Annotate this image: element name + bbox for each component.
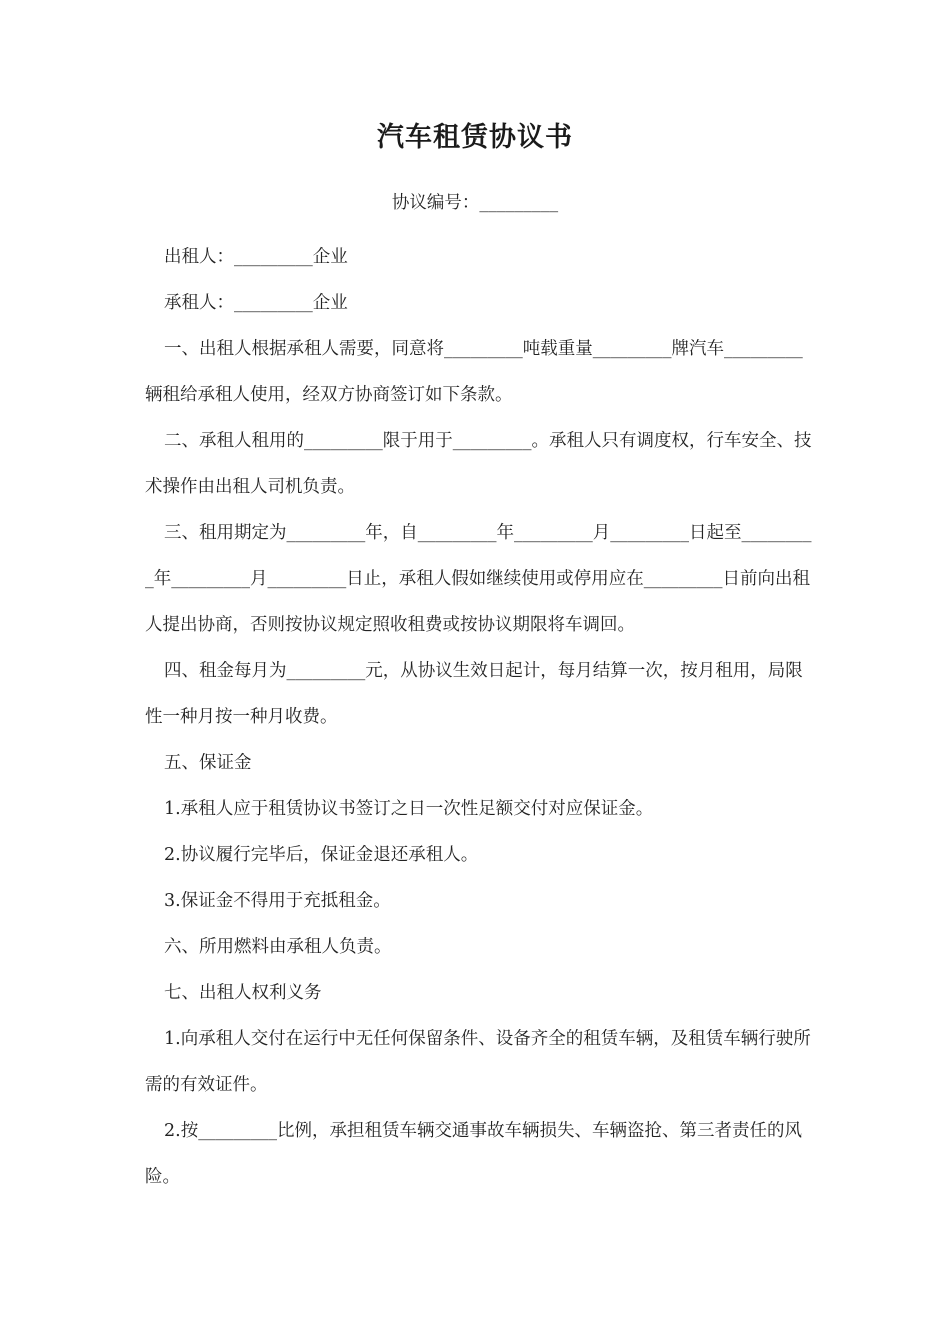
clause-4: 四、租金每月为_________元，从协议生效日起计，每月结算一次，按月租用，局限性一种月按一种月收费。 (145, 661, 803, 727)
clause-6: 六、所用燃料由承租人负责。 (164, 937, 392, 957)
clause-5-item-2: 2.协议履行完毕后，保证金退还承租人。 (164, 845, 479, 865)
clause-7-item-2: 2.按_________比例，承担租赁车辆交通事故车辆损失、车辆盗抢、第三者责任的风险。 (145, 1121, 802, 1187)
document-body (145, 234, 817, 1200)
clause-5-heading: 五、保证金 (164, 753, 252, 773)
clause-5-item-1: 1.承租人应于租赁协议书签订之日一次性足额交付对应保证金。 (164, 799, 654, 819)
clause-1: 一、出租人根据承租人需要，同意将_________吨载重量_________牌汽车_________辆租给承租人使用，经双方协商签订如下条款。 (145, 339, 803, 405)
document-title: 汽车租赁协议书 (377, 122, 573, 153)
clause-5-item-3: 3.保证金不得用于充抵租金。 (164, 891, 391, 911)
clause-7-heading: 七、出租人权利义务 (164, 983, 322, 1003)
clause-3: 三、租用期定为_________年，自_________年_________月_________日起至_________年_________月_________日止，承租人假如继续使用或停用应在_________日前向出租人提出协商，否则按协议规定照收租费或按协议期限将车调回。 (145, 523, 812, 635)
clause-2: 二、承租人租用的_________限于用于_________。承租人只有调度权，行车安全、技术操作由出租人司机负责。 (145, 431, 812, 497)
clause-7-item-1: 1.向承租人交付在运行中无任何保留条件、设备齐全的租赁车辆，及租赁车辆行驶所需的有效证件。 (145, 1029, 811, 1095)
agreement-number: 协议编号：_________ (391, 193, 559, 213)
lessor-line: 出租人：_________企业 (164, 247, 348, 267)
lessee-line: 承租人：_________企业 (164, 293, 348, 313)
